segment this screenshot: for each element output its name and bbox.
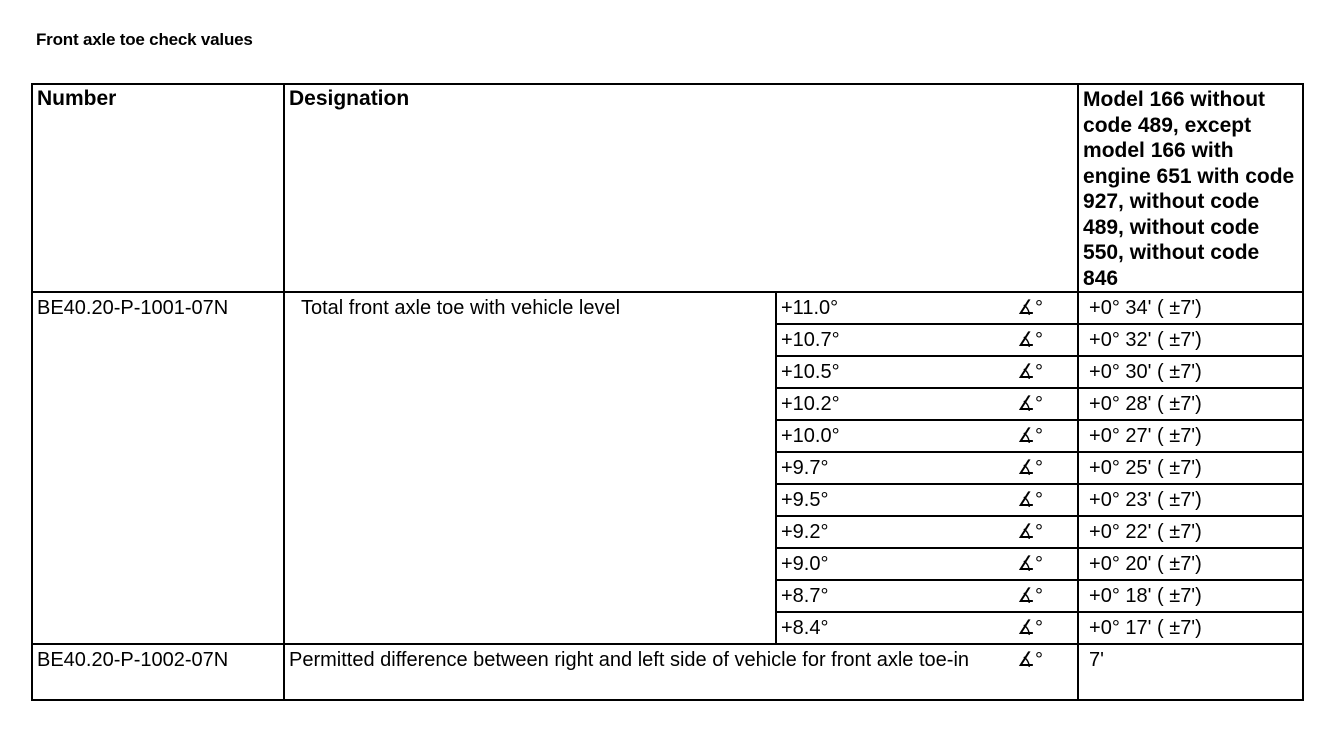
header-number: Number (32, 84, 284, 292)
row-check-value: +0° 28' ( ±7') (1078, 388, 1303, 420)
row-check-value: +0° 22' ( ±7') (1078, 516, 1303, 548)
row-angle: +10.2° (776, 388, 1006, 420)
row-angle: +8.4° (776, 612, 1006, 644)
table-header-row (32, 84, 1303, 292)
row-number: BE40.20-P-1002-07N (32, 644, 284, 700)
row-angle: +8.7° (776, 580, 1006, 612)
header-designation: Designation (284, 84, 1078, 292)
angle-unit-icon: ∡° (1006, 356, 1078, 388)
angle-unit-icon: ∡° (1006, 580, 1078, 612)
angle-unit-icon: ∡° (1006, 548, 1078, 580)
row-check-value: +0° 30' ( ±7') (1078, 356, 1303, 388)
row-check-value: 7' (1078, 644, 1303, 700)
row-check-value: +0° 27' ( ±7') (1078, 420, 1303, 452)
table-body (32, 292, 1303, 700)
angle-unit-icon: ∡° (1006, 420, 1078, 452)
angle-unit-icon: ∡° (1006, 612, 1078, 644)
row-angle: +10.7° (776, 324, 1006, 356)
angle-unit-icon: ∡° (1006, 516, 1078, 548)
table-row (32, 292, 1303, 324)
row-check-value: +0° 34' ( ±7') (1078, 292, 1303, 324)
table-row (32, 644, 1303, 700)
row-check-value: +0° 20' ( ±7') (1078, 548, 1303, 580)
row-check-value: +0° 32' ( ±7') (1078, 324, 1303, 356)
row-number: BE40.20-P-1001-07N (32, 292, 284, 644)
toe-check-table (31, 83, 1304, 701)
row-angle: +11.0° (776, 292, 1006, 324)
row-angle: +9.7° (776, 452, 1006, 484)
angle-unit-icon: ∡° (1006, 324, 1078, 356)
header-model: Model 166 without code 489, except model 166 with engine 651 with code 927, without code 489, without code 550, without code 846 (1078, 84, 1303, 292)
row-angle: +9.0° (776, 548, 1006, 580)
row-angle: +10.5° (776, 356, 1006, 388)
row-check-value: +0° 25' ( ±7') (1078, 452, 1303, 484)
angle-unit-icon: ∡° (1006, 452, 1078, 484)
row-designation: Permitted difference between right and left side of vehicle for front axle toe-in (284, 644, 1006, 700)
angle-unit-icon: ∡° (1006, 388, 1078, 420)
angle-unit-icon: ∡° (1006, 292, 1078, 324)
row-check-value: +0° 18' ( ±7') (1078, 580, 1303, 612)
row-angle: +9.5° (776, 484, 1006, 516)
page-title: Front axle toe check values (36, 30, 253, 49)
row-check-value: +0° 23' ( ±7') (1078, 484, 1303, 516)
row-designation (284, 292, 776, 644)
row-designation-text: Total front axle toe with vehicle level (301, 297, 621, 319)
row-angle: +10.0° (776, 420, 1006, 452)
row-angle: +9.2° (776, 516, 1006, 548)
row-check-value: +0° 17' ( ±7') (1078, 612, 1303, 644)
angle-unit-icon: ∡° (1006, 644, 1078, 700)
angle-unit-icon: ∡° (1006, 484, 1078, 516)
